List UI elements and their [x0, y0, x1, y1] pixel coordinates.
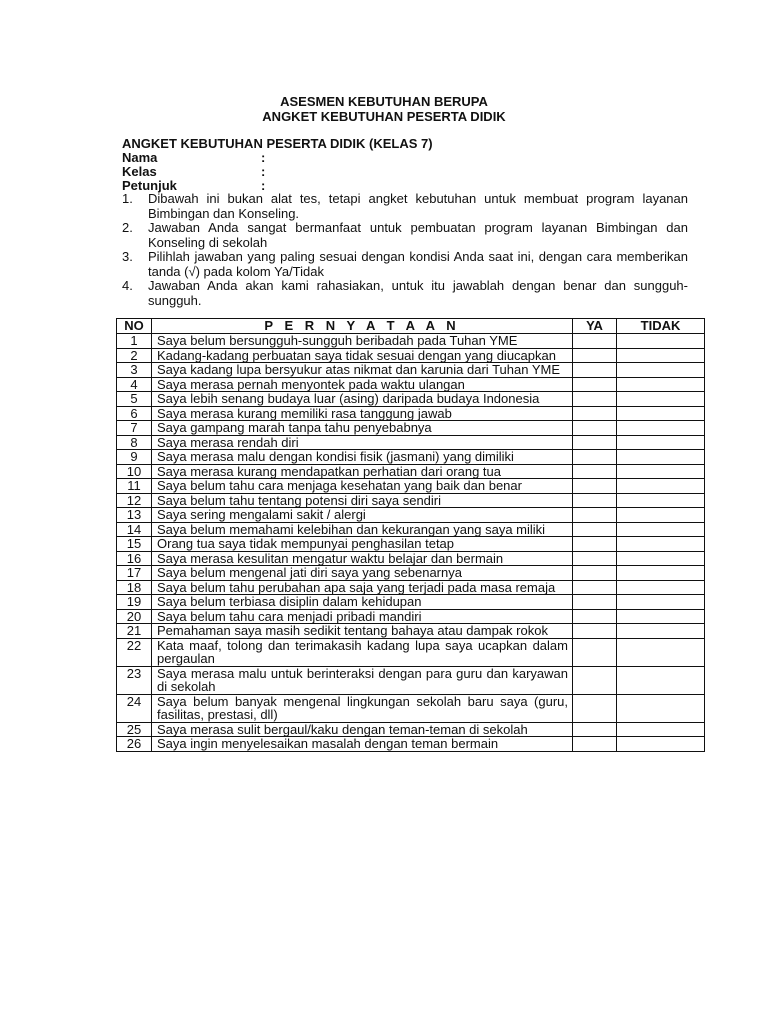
row-number: 13: [117, 508, 152, 523]
row-number: 11: [117, 479, 152, 494]
table-row: [117, 392, 705, 407]
row-statement: Kata maaf, tolong dan terimakasih kadang lupa saya ucapkan dalam pergaulan: [152, 638, 573, 666]
row-statement: Saya sering mengalami sakit / alergi: [152, 508, 573, 523]
answer-no-cell[interactable]: [617, 551, 705, 566]
answer-yes-cell[interactable]: [573, 508, 617, 523]
instruction-number: 4.: [122, 278, 133, 293]
answer-yes-cell[interactable]: [573, 348, 617, 363]
row-number: 14: [117, 522, 152, 537]
row-number: 1: [117, 334, 152, 349]
questionnaire-subtitle: ANGKET KEBUTUHAN PESERTA DIDIK (KELAS 7): [122, 136, 433, 151]
table-row: [117, 406, 705, 421]
answer-yes-cell[interactable]: [573, 624, 617, 639]
answer-yes-cell[interactable]: [573, 435, 617, 450]
answer-no-cell[interactable]: [617, 624, 705, 639]
answer-no-cell[interactable]: [617, 666, 705, 694]
header-yes: YA: [573, 319, 617, 334]
field-label: Kelas: [122, 164, 157, 179]
row-statement: Saya belum mengenal jati diri saya yang sebenarnya: [152, 566, 573, 581]
row-statement: Saya belum tahu tentang potensi diri saya sendiri: [152, 493, 573, 508]
table-row: [117, 566, 705, 581]
answer-no-cell[interactable]: [617, 479, 705, 494]
instruction-item: [122, 192, 688, 221]
row-statement: Saya ingin menyelesaikan masalah dengan teman bermain: [152, 737, 573, 752]
table-row: [117, 694, 705, 722]
table-row: [117, 421, 705, 436]
answer-yes-cell[interactable]: [573, 363, 617, 378]
row-number: 3: [117, 363, 152, 378]
instruction-item: [122, 250, 688, 279]
table-row: [117, 377, 705, 392]
table-row: [117, 537, 705, 552]
table-row: [117, 508, 705, 523]
row-statement: Saya belum tahu cara menjadi pribadi mandiri: [152, 609, 573, 624]
row-statement: Saya merasa malu dengan kondisi fisik (jasmani) yang dimiliki: [152, 450, 573, 465]
answer-no-cell[interactable]: [617, 363, 705, 378]
table-row: [117, 666, 705, 694]
answer-no-cell[interactable]: [617, 595, 705, 610]
answer-yes-cell[interactable]: [573, 722, 617, 737]
row-statement: Saya merasa rendah diri: [152, 435, 573, 450]
row-statement: Orang tua saya tidak mempunyai penghasilan tetap: [152, 537, 573, 552]
table-row: [117, 479, 705, 494]
answer-no-cell[interactable]: [617, 694, 705, 722]
answer-no-cell[interactable]: [617, 508, 705, 523]
identity-fields: [122, 151, 265, 193]
row-statement: Saya belum bersungguh-sungguh beribadah pada Tuhan YME: [152, 334, 573, 349]
answer-yes-cell[interactable]: [573, 493, 617, 508]
table-row: [117, 722, 705, 737]
table-row: [117, 551, 705, 566]
answer-yes-cell[interactable]: [573, 566, 617, 581]
header-no-answer: TIDAK: [617, 319, 705, 334]
table-row: [117, 638, 705, 666]
field-separator: :: [261, 150, 266, 165]
field-label: Nama: [122, 150, 158, 165]
instruction-text: Dibawah ini bukan alat tes, tetapi angket kebutuhan untuk membuat program layanan Bimbingan dan Konseling.: [148, 191, 688, 221]
answer-no-cell[interactable]: [617, 493, 705, 508]
row-number: 7: [117, 421, 152, 436]
instruction-number: 2.: [122, 220, 133, 235]
answer-no-cell[interactable]: [617, 522, 705, 537]
answer-no-cell[interactable]: [617, 722, 705, 737]
row-statement: Saya belum tahu perubahan apa saja yang terjadi pada masa remaja: [152, 580, 573, 595]
row-statement: Saya merasa pernah menyontek pada waktu ulangan: [152, 377, 573, 392]
field-separator: :: [261, 164, 266, 179]
title-line-2: ANGKET KEBUTUHAN PESERTA DIDIK: [262, 109, 506, 124]
answer-yes-cell[interactable]: [573, 392, 617, 407]
instruction-text: Jawaban Anda sangat bermanfaat untuk pembuatan program layanan Bimbingan dan Konseling di sekolah: [148, 220, 688, 250]
answer-yes-cell[interactable]: [573, 479, 617, 494]
table-row: [117, 348, 705, 363]
row-statement: Saya merasa sulit bergaul/kaku dengan teman-teman di sekolah: [152, 722, 573, 737]
row-number: 12: [117, 493, 152, 508]
row-number: 21: [117, 624, 152, 639]
row-statement: Saya lebih senang budaya luar (asing) daripada budaya Indonesia: [152, 392, 573, 407]
header-statement: P E R N Y A T A A N: [152, 319, 573, 334]
instruction-number: 3.: [122, 249, 133, 264]
table-row: [117, 464, 705, 479]
answer-no-cell[interactable]: [617, 609, 705, 624]
answer-yes-cell[interactable]: [573, 450, 617, 465]
answer-yes-cell[interactable]: [573, 421, 617, 436]
field-separator: :: [261, 178, 266, 193]
instruction-text: Jawaban Anda akan kami rahasiakan, untuk itu jawablah dengan benar dan sungguh-sungguh.: [148, 278, 688, 308]
answer-yes-cell[interactable]: [573, 406, 617, 421]
row-number: 26: [117, 737, 152, 752]
answer-yes-cell[interactable]: [573, 609, 617, 624]
row-statement: Saya merasa kurang mendapatkan perhatian dari orang tua: [152, 464, 573, 479]
row-number: 18: [117, 580, 152, 595]
row-number: 9: [117, 450, 152, 465]
table-row: [117, 450, 705, 465]
table-row: [117, 522, 705, 537]
row-statement: Saya merasa kurang memiliki rasa tanggung jawab: [152, 406, 573, 421]
answer-no-cell[interactable]: [617, 580, 705, 595]
answer-no-cell[interactable]: [617, 421, 705, 436]
row-number: 5: [117, 392, 152, 407]
answer-yes-cell[interactable]: [573, 694, 617, 722]
header-no: NO: [117, 319, 152, 334]
row-number: 19: [117, 595, 152, 610]
table-row: [117, 363, 705, 378]
field-label: Petunjuk: [122, 178, 177, 193]
row-statement: Saya kadang lupa bersyukur atas nikmat dan karunia dari Tuhan YME: [152, 363, 573, 378]
row-statement: Pemahaman saya masih sedikit tentang bahaya atau dampak rokok: [152, 624, 573, 639]
row-number: 4: [117, 377, 152, 392]
row-statement: Saya gampang marah tanpa tahu penyebabnya: [152, 421, 573, 436]
document-title: [0, 94, 768, 124]
answer-no-cell[interactable]: [617, 348, 705, 363]
row-number: 6: [117, 406, 152, 421]
answer-yes-cell[interactable]: [573, 737, 617, 752]
row-number: 22: [117, 638, 152, 666]
instruction-item: [122, 221, 688, 250]
answer-no-cell[interactable]: [617, 334, 705, 349]
answer-yes-cell[interactable]: [573, 638, 617, 666]
survey-rows: [117, 334, 705, 752]
answer-no-cell[interactable]: [617, 435, 705, 450]
answer-yes-cell[interactable]: [573, 334, 617, 349]
row-statement: Saya belum memahami kelebihan dan kekurangan yang saya miliki: [152, 522, 573, 537]
row-statement: Saya belum terbiasa disiplin dalam kehidupan: [152, 595, 573, 610]
answer-yes-cell[interactable]: [573, 551, 617, 566]
answer-yes-cell[interactable]: [573, 522, 617, 537]
row-statement: Saya merasa kesulitan mengatur waktu belajar dan bermain: [152, 551, 573, 566]
answer-no-cell[interactable]: [617, 537, 705, 552]
field-kelas: [122, 165, 265, 179]
answer-no-cell[interactable]: [617, 406, 705, 421]
row-number: 2: [117, 348, 152, 363]
answer-yes-cell[interactable]: [573, 580, 617, 595]
answer-no-cell[interactable]: [617, 638, 705, 666]
answer-no-cell[interactable]: [617, 566, 705, 581]
row-statement: Kadang-kadang perbuatan saya tidak sesuai dengan yang diucapkan: [152, 348, 573, 363]
table-row: [117, 435, 705, 450]
row-number: 10: [117, 464, 152, 479]
answer-yes-cell[interactable]: [573, 537, 617, 552]
answer-no-cell[interactable]: [617, 392, 705, 407]
instructions-list: [122, 192, 688, 308]
row-number: 24: [117, 694, 152, 722]
table-row: [117, 334, 705, 349]
answer-no-cell[interactable]: [617, 377, 705, 392]
row-number: 16: [117, 551, 152, 566]
instruction-text: Pilihlah jawaban yang paling sesuai dengan kondisi Anda saat ini, dengan cara memberikan tanda (√) pada kolom Ya/Tidak: [148, 249, 688, 279]
row-number: 20: [117, 609, 152, 624]
table-row: [117, 493, 705, 508]
answer-no-cell[interactable]: [617, 450, 705, 465]
table-row: [117, 580, 705, 595]
row-statement: Saya merasa malu untuk berinteraksi dengan para guru dan karyawan di sekolah: [152, 666, 573, 694]
table-row: [117, 624, 705, 639]
answer-yes-cell[interactable]: [573, 377, 617, 392]
answer-yes-cell[interactable]: [573, 666, 617, 694]
instruction-number: 1.: [122, 191, 133, 206]
answer-no-cell[interactable]: [617, 737, 705, 752]
table-row: [117, 609, 705, 624]
row-number: 17: [117, 566, 152, 581]
table-header-row: [117, 319, 705, 334]
answer-yes-cell[interactable]: [573, 595, 617, 610]
field-nama: [122, 151, 265, 165]
table-row: [117, 595, 705, 610]
title-line-1: ASESMEN KEBUTUHAN BERUPA: [280, 94, 488, 109]
row-number: 15: [117, 537, 152, 552]
row-statement: Saya belum banyak mengenal lingkungan sekolah baru saya (guru, fasilitas, prestasi, dll): [152, 694, 573, 722]
answer-yes-cell[interactable]: [573, 464, 617, 479]
instruction-item: [122, 279, 688, 308]
row-number: 25: [117, 722, 152, 737]
survey-table: [116, 318, 705, 752]
row-number: 8: [117, 435, 152, 450]
answer-no-cell[interactable]: [617, 464, 705, 479]
row-number: 23: [117, 666, 152, 694]
table-row: [117, 737, 705, 752]
row-statement: Saya belum tahu cara menjaga kesehatan yang baik dan benar: [152, 479, 573, 494]
